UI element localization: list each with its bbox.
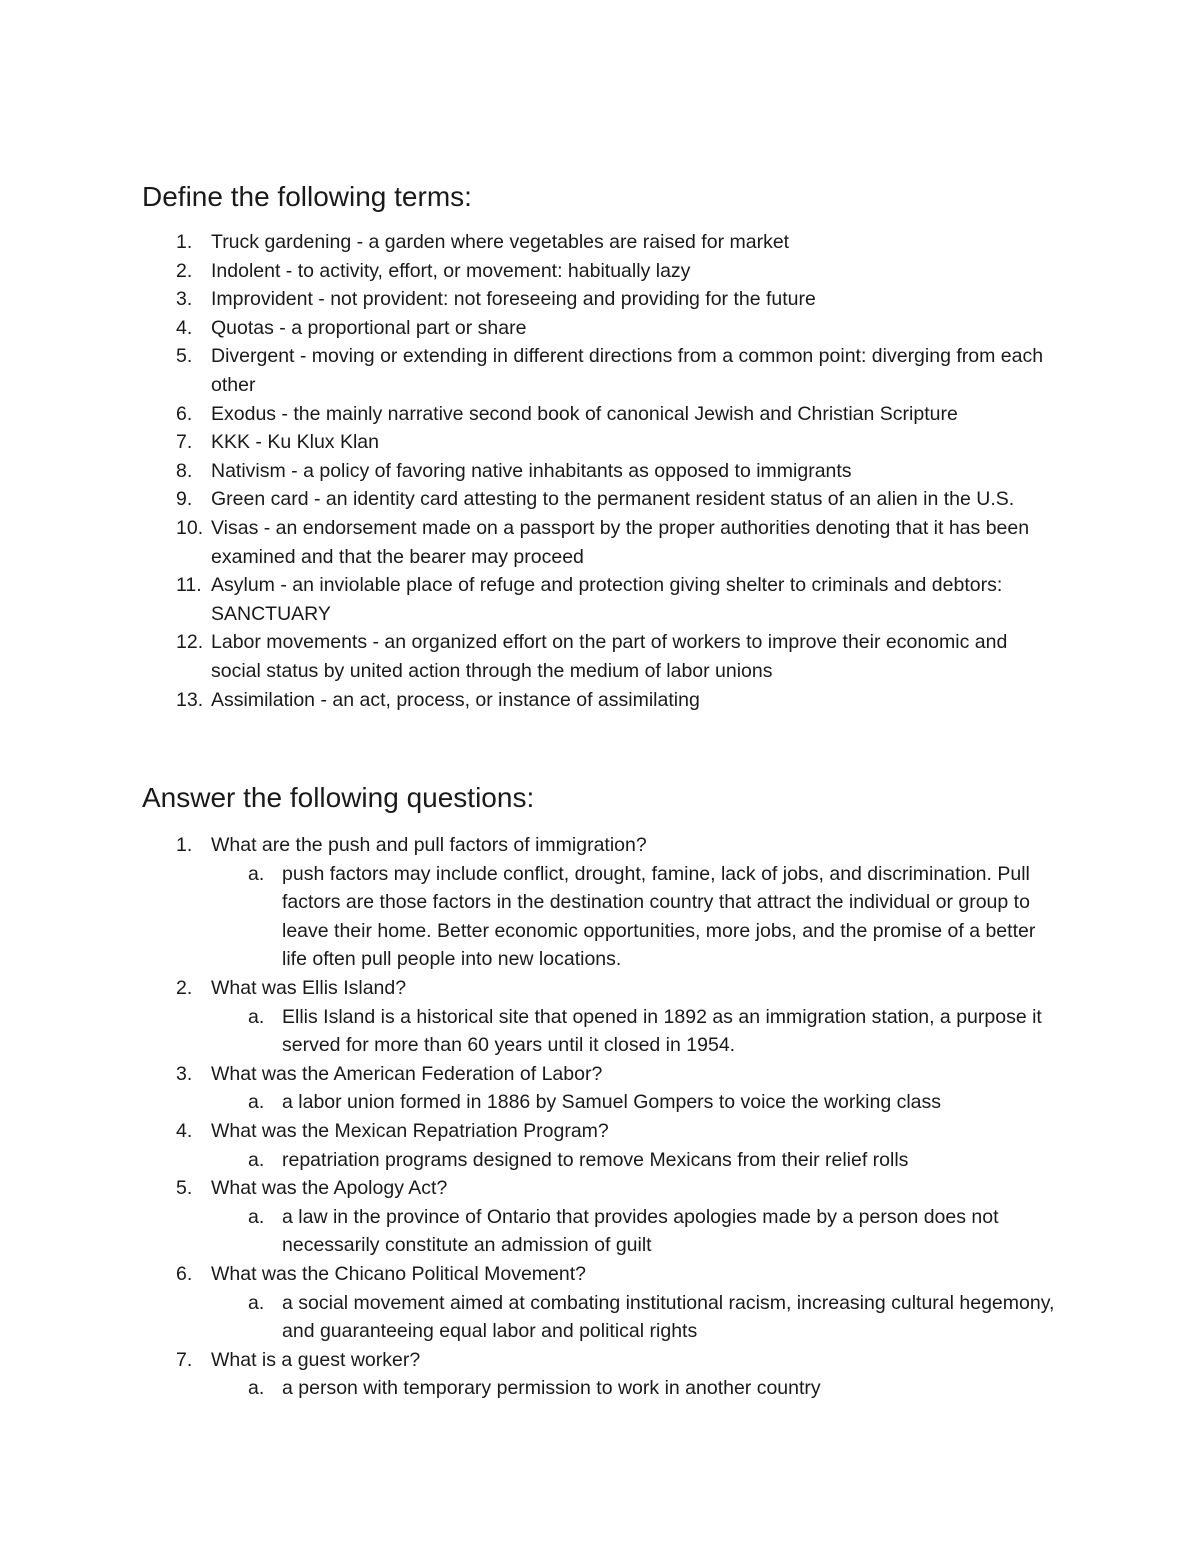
list-letter: a. — [248, 1291, 265, 1314]
question-text: What was the American Federation of Labor? — [211, 1062, 603, 1085]
answer-item — [0, 1088, 1062, 1117]
list-letter: a. — [248, 1005, 265, 1028]
definition-text: Labor movements - an organized effort on the part of workers to improve their economic and social status by united action through the medium of labor unions — [211, 631, 1008, 682]
definition-item — [0, 257, 1061, 286]
definition-text: KKK - Ku Klux Klan — [211, 431, 379, 454]
question-item — [0, 1117, 1061, 1146]
list-letter: a. — [248, 1205, 265, 1228]
definition-item — [0, 686, 1061, 715]
list-number: 3. — [176, 288, 193, 311]
question-text: What is a guest worker? — [211, 1348, 421, 1371]
answer-text: a person with temporary permission to work in another country — [282, 1377, 821, 1400]
definition-item — [0, 285, 1061, 314]
answer-text: a social movement aimed at combating institutional racism, increasing cultural hegemony, and guaranteeing equal labor and political rights — [282, 1291, 1055, 1343]
answer-item — [0, 860, 1062, 974]
definition-item — [0, 228, 1061, 257]
definition-item — [0, 400, 1061, 429]
question-item — [0, 1060, 1061, 1089]
list-number: 1. — [176, 834, 193, 856]
definition-text: Exodus - the mainly narrative second book of canonical Jewish and Christian Scripture — [211, 402, 958, 425]
answer-item — [0, 1003, 1062, 1060]
list-number: 1. — [176, 231, 193, 253]
definition-item — [0, 514, 1061, 571]
definition-item — [0, 571, 1061, 628]
answer-text: a labor union formed in 1886 by Samuel Gompers to voice the working class — [282, 1091, 942, 1114]
definition-text: Asylum - an inviolable place of refuge and protection giving shelter to criminals and debtors: SANCTUARY — [211, 574, 1003, 625]
list-letter: a. — [248, 862, 265, 885]
question-text: What was the Mexican Repatriation Program? — [211, 1119, 609, 1142]
definition-text: Visas - an endorsement made on a passport by the proper authorities denoting that it has been examined and that the bearer may proceed — [211, 516, 1030, 568]
answer-text: push factors may include conflict, drought, famine, lack of jobs, and discrimination. Pull factors are those factors in the destination country that attract the individual or group to leave their home. Better economic opportunities, more jobs, and the promise of a better life often pull people into new locations. — [282, 862, 1036, 971]
list-number: 6. — [176, 1262, 193, 1285]
definition-item — [0, 314, 1061, 343]
list-number: 7. — [176, 1348, 193, 1371]
definition-text: Assimilation - an act, process, or instance of assimilating — [211, 688, 700, 711]
list-letter: a. — [248, 1148, 265, 1171]
list-number: 13. — [176, 688, 204, 711]
question-item — [0, 1346, 1061, 1375]
list-number: 11. — [176, 574, 202, 597]
list-letter: a. — [248, 1377, 265, 1400]
question-item — [0, 1174, 1061, 1203]
definition-text: Green card - an identity card attesting to the permanent resident status of an alien in the U.S. — [211, 488, 1015, 511]
definition-text: Nativism - a policy of favoring native inhabitants as opposed to immigrants — [211, 459, 852, 482]
question-text: What was the Apology Act? — [211, 1177, 448, 1200]
answer-text: a law in the province of Ontario that provides apologies made by a person does not necessarily constitute an admission of guilt — [282, 1205, 999, 1257]
answer-item — [0, 1203, 1062, 1260]
list-number: 5. — [176, 345, 193, 368]
answer-text: repatriation programs designed to remove Mexicans from their relief rolls — [282, 1148, 909, 1171]
list-number: 2. — [176, 259, 193, 282]
definition-text: Truck gardening - a garden where vegetables are raised for market — [211, 231, 790, 253]
question-item — [0, 1260, 1061, 1289]
answer-item — [0, 1146, 1062, 1175]
definitions-list — [0, 228, 1061, 714]
list-number: 8. — [176, 459, 193, 482]
list-number: 5. — [176, 1177, 193, 1200]
list-number: 6. — [176, 402, 193, 425]
list-number: 10. — [176, 516, 204, 539]
list-number: 3. — [176, 1062, 193, 1085]
question-item — [0, 831, 1061, 860]
answer-item — [0, 1374, 1062, 1403]
list-number: 4. — [176, 316, 193, 339]
question-item — [0, 974, 1061, 1003]
question-text: What was the Chicano Political Movement? — [211, 1262, 587, 1285]
list-number: 2. — [176, 976, 193, 999]
definition-item — [0, 485, 1061, 514]
definitions-heading: Define the following terms: — [142, 181, 472, 212]
definition-text: Divergent - moving or extending in different directions from a common point: diverging from each other — [211, 345, 1044, 396]
definition-item — [0, 628, 1061, 685]
answer-item — [0, 1289, 1062, 1346]
list-number: 4. — [176, 1119, 193, 1142]
definition-item — [0, 342, 1061, 399]
list-number: 7. — [176, 431, 193, 454]
list-number: 9. — [176, 488, 193, 511]
question-text: What are the push and pull factors of immigration? — [211, 834, 647, 856]
answer-text: Ellis Island is a historical site that opened in 1892 as an immigration station, a purpose it served for more than 60 years until it closed in 1954. — [282, 1005, 1042, 1057]
definition-text: Quotas - a proportional part or share — [211, 316, 527, 339]
list-number: 12. — [176, 631, 204, 654]
question-text: What was Ellis Island? — [211, 976, 407, 999]
questions-heading: Answer the following questions: — [142, 782, 535, 813]
definition-text: Indolent - to activity, effort, or movement: habitually lazy — [211, 259, 691, 282]
questions-list — [0, 831, 1062, 1403]
definition-item — [0, 457, 1061, 486]
list-letter: a. — [248, 1091, 265, 1114]
definition-text: Improvident - not provident: not foreseeing and providing for the future — [211, 288, 816, 311]
definition-item — [0, 428, 1061, 457]
